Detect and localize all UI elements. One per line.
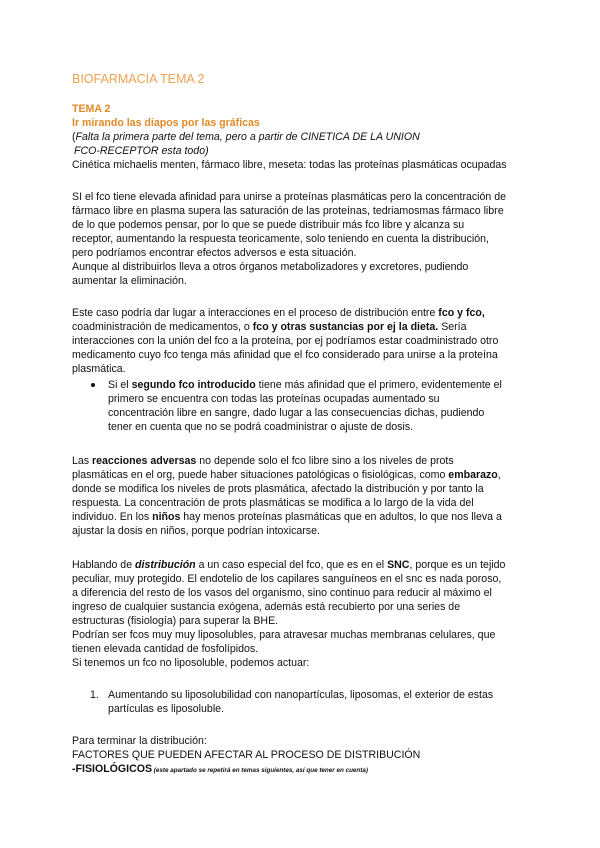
paragraph-1-line: de lo que podemos pensar, por lo que se puede distribuir más fco libre y alcanza su (72, 219, 465, 231)
paragraph-4-line: tienen elevada cantidad de fosfolípidos. (72, 643, 259, 655)
paragraph-3-line: plasmáticas en el org, puede haber situaciones patológicas o fisiológicas, como embarazo, (72, 469, 501, 481)
bullet-line: Si el segundo fco introducido tiene más afinidad que el primero, evidentemente el (108, 379, 502, 391)
paragraph-4-line: ingreso de cualquier sustancia exógena, además está recubierto por una series de (72, 601, 461, 613)
paragraph-4-line: Si tenemos un fco no liposoluble, podemos actuar: (72, 657, 310, 669)
paragraph-4-line: a diferencia del resto de los vasos del organismo, sino continuo para reducir al máximo el (72, 587, 492, 599)
paragraph-3-line: individuo. En los niños hay menos proteínas plasmáticas que en adultos, lo que nos lleva a (72, 511, 502, 523)
paragraph-2-line: coadministración de medicamentos, o fco y otras sustancias por ej la dieta. Sería (72, 321, 467, 333)
bullet-line: tener en cuenta que no se podrá coadministrar o ajuste de dosis. (108, 421, 414, 433)
paragraph-1-line: receptor, aumentando la respuesta teoricamente, solo teniendo en cuenta la distribución, (72, 233, 489, 245)
physiological-heading: -FISIOLÓGICOS (este apartado se repetirá en temas siguientes, así que tener en cuenta) (72, 763, 368, 775)
cinetica-line: Cinética michaelis menten, fármaco libre, meseta: todas las proteínas plasmáticas ocupadas (72, 159, 507, 171)
paragraph-4-line: Hablando de distribución a un caso especial del fco, que es en el SNC, porque es un tejido (72, 559, 506, 571)
document-title: BIOFARMACIA TEMA 2 (72, 72, 205, 86)
bullet-line: primero se encuentra con todas las proteínas ocupadas aumentado su (108, 393, 440, 405)
paragraph-3-line: respuesta. La concentración de prots plasmáticas se modifica a lo largo de la vida del (72, 497, 474, 509)
paragraph-1-line: aumentar la eliminación. (72, 275, 187, 287)
paragraph-2-line: interacciones con la unión del fco a la proteína, por ej podríamos estar coadministrado otro (72, 335, 499, 347)
paragraph-4-line: peculiar, muy protegido. El endotelio de los capilares sanguíneos en el snc es nada poroso, (72, 573, 502, 585)
paragraph-3-line: donde se modifica los niveles de prots plasmática, afectado la distribución y por tanto la (72, 483, 484, 495)
paragraph-2-line: medicamento cuyo fco tenga más afinidad que el fco considerado para unirse a la proteína (72, 349, 498, 361)
section-heading: TEMA 2 (72, 103, 111, 115)
closing-line: Para terminar la distribución: (72, 735, 207, 747)
factors-heading: FACTORES QUE PUEDEN AFECTAR AL PROCESO DE DISTRIBUCIÓN (72, 749, 421, 761)
paragraph-1-line: fármaco libre en plasma supera las saturación de las proteínas, tedriamosmas fármaco libre (72, 205, 504, 217)
paragraph-4-line: Podrían ser fcos muy muy liposolubles, para atravesar muchas membranas celulares, que (72, 629, 496, 641)
bullet-line: concentración libre en sangre, dado lugar a las consecuencias dichas, pudiendo (108, 407, 485, 419)
list-item-line: Aumentando su liposolubilidad con nanopartículas, liposomas, el exterior de estas (108, 689, 494, 701)
paragraph-1-line: SI el fco tiene elevada afinidad para unirse a proteínas plasmáticas pero la concentración de (72, 191, 507, 203)
bullet-dot-icon (91, 383, 95, 387)
paragraph-3-line: ajustar la dosis en niños, porque podrían intoxicarse. (72, 525, 320, 537)
list-item-line: partículas es liposoluble. (108, 703, 225, 715)
paragraph-1-line: Aunque al distribuirlos lleva a otros órganos metabolizadores y excretores, pudiendo (72, 261, 469, 273)
paragraph-2-line: Este caso podría dar lugar a interacciones en el proceso de distribución entre fco y fco, (72, 307, 485, 319)
section-subtitle: Ir mirando las diapos por las gráficas (72, 117, 260, 129)
paragraph-3-line: Las reacciones adversas no depende solo el fco libre sino a los niveles de prots (72, 455, 454, 467)
note-line-2: FCO-RECEPTOR esta todo) (74, 145, 209, 157)
list-number: 1. (90, 689, 99, 701)
paragraph-4-line: estructuras (fisiología) para superar la BHE. (72, 615, 279, 627)
paragraph-1-line: pero podríamos encontrar efectos adversos e esta situación. (72, 247, 357, 259)
note-line-1: (Falta la primera parte del tema, pero a partir de CINETICA DE LA UNION (72, 131, 420, 143)
paragraph-2-line: plasmática. (72, 363, 126, 375)
